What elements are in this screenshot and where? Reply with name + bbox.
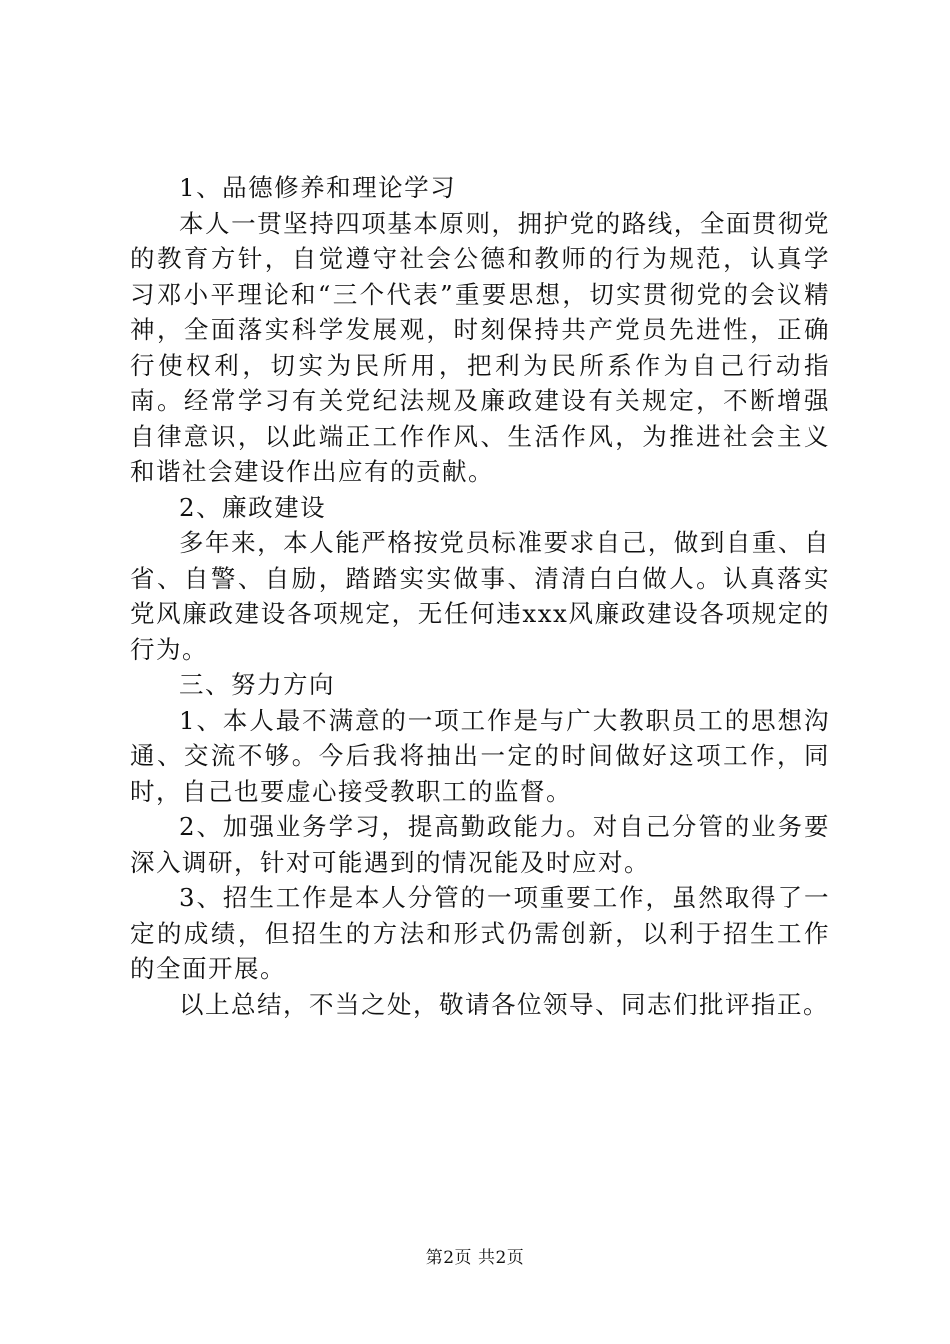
paragraph-moral-theory: 本人一贯坚持四项基本原则，拥护党的路线，全面贯彻党的教育方针，自觉遵守社会公德和教师的行为规范，认真学习邓小平理论和“三个代表”重要思想，切实贯彻党的会议精神，全面落实科学发展观，时刻保持共产党员先进性，正确行使权利，切实为民所用，把利为民所系作为自己行动指南。经常学习有关党纪法规及廉政建设有关规定，不断增强自律意识，以此端正工作作风、生活作风，为推进社会主义和谐社会建设作出应有的贡献。: [130, 208, 830, 486]
section-heading-direction: 三、努力方向: [179, 670, 335, 699]
paragraph-integrity: 多年来，本人能严格按党员标准要求自己，做到自重、自省、自警、自励，踏踏实实做事、清清白白做人。认真落实党风廉政建设各项规定，无任何违xxx风廉政建设各项规定的行为。: [130, 528, 830, 664]
paragraph-direction-3: 3、招生工作是本人分管的一项重要工作，虽然取得了一定的成绩，但招生的方法和形式仍需创新，以利于招生工作的全面开展。: [130, 883, 830, 983]
section-heading-integrity: 2、廉政建设: [179, 492, 327, 522]
page-number-footer: 第2页 共2页: [425, 1248, 525, 1268]
paragraph-closing: 以上总结，不当之处，敬请各位领导、同志们批评指正。: [179, 989, 829, 1019]
section-heading-moral-theory: 1、品德修养和理论学习: [179, 173, 457, 202]
paragraph-direction-1: 1、本人最不满意的一项工作是与广大教职员工的思想沟通、交流不够。今后我将抽出一定的时间做好这项工作，同时，自己也要虚心接受教职工的监督。: [130, 705, 830, 806]
paragraph-direction-2: 2、加强业务学习，提高勤政能力。对自己分管的业务要深入调研，针对可能遇到的情况能及时应对。: [130, 812, 830, 877]
document-body: [130, 170, 830, 1022]
